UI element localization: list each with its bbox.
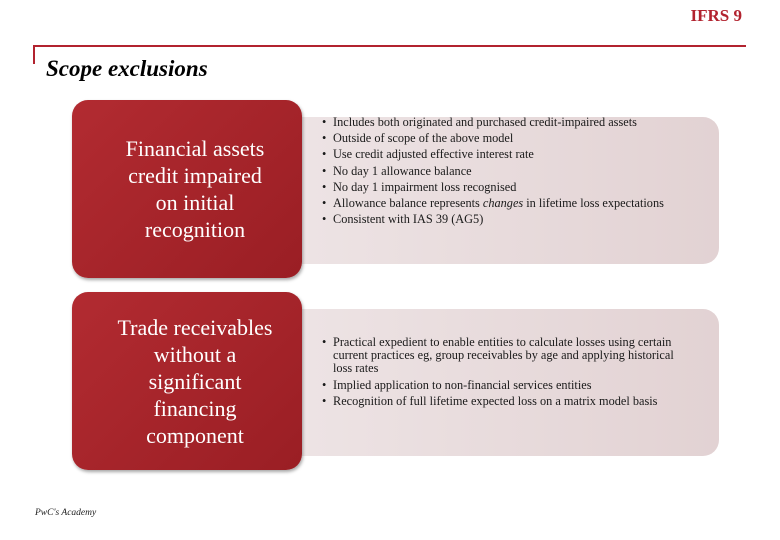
- bullet-list-trade-receivables: [322, 336, 690, 411]
- bullet-item: • Implied application to non-financial services entities: [322, 379, 690, 392]
- label-line: recognition: [144, 217, 246, 242]
- bullet-item: • No day 1 allowance balance: [322, 165, 690, 178]
- header-rule-corner: [33, 45, 35, 64]
- label-line: without a: [153, 341, 237, 367]
- section-label: IFRS 9: [690, 6, 742, 25]
- bullet-item: • Allowance balance represents changes in lifetime loss expectations: [322, 197, 690, 210]
- header-rule: [33, 45, 746, 47]
- page-title: Scope exclusions: [46, 56, 208, 81]
- label-line: financing: [153, 395, 237, 421]
- bullet-item: • Practical expedient to enable entities to calculate losses using certain current practices eg, group receivables by age and applying historical loss rates: [322, 336, 690, 376]
- bullet-item: • Consistent with IAS 39 (AG5): [322, 213, 690, 226]
- label-line: Trade receivables: [117, 314, 273, 340]
- bullet-item: • Includes both originated and purchased credit-impaired assets: [322, 116, 690, 129]
- bullet-item: • No day 1 impairment loss recognised: [322, 181, 690, 194]
- label-line: component: [146, 422, 244, 448]
- label-line: on initial: [155, 190, 235, 215]
- bullet-item: • Recognition of full lifetime expected loss on a matrix model basis: [322, 395, 690, 408]
- bullet-item: • Outside of scope of the above model: [322, 132, 690, 145]
- label-line: significant: [148, 368, 242, 394]
- bullet-item: • Use credit adjusted effective interest rate: [322, 148, 690, 161]
- label-box-credit-impaired: [72, 100, 302, 278]
- footer-brand: PwC's Academy: [35, 508, 97, 518]
- label-line: Financial assets: [125, 136, 265, 161]
- label-box-trade-receivables: [72, 292, 302, 470]
- label-line: credit impaired: [128, 163, 262, 188]
- bullet-list-credit-impaired: [322, 116, 690, 229]
